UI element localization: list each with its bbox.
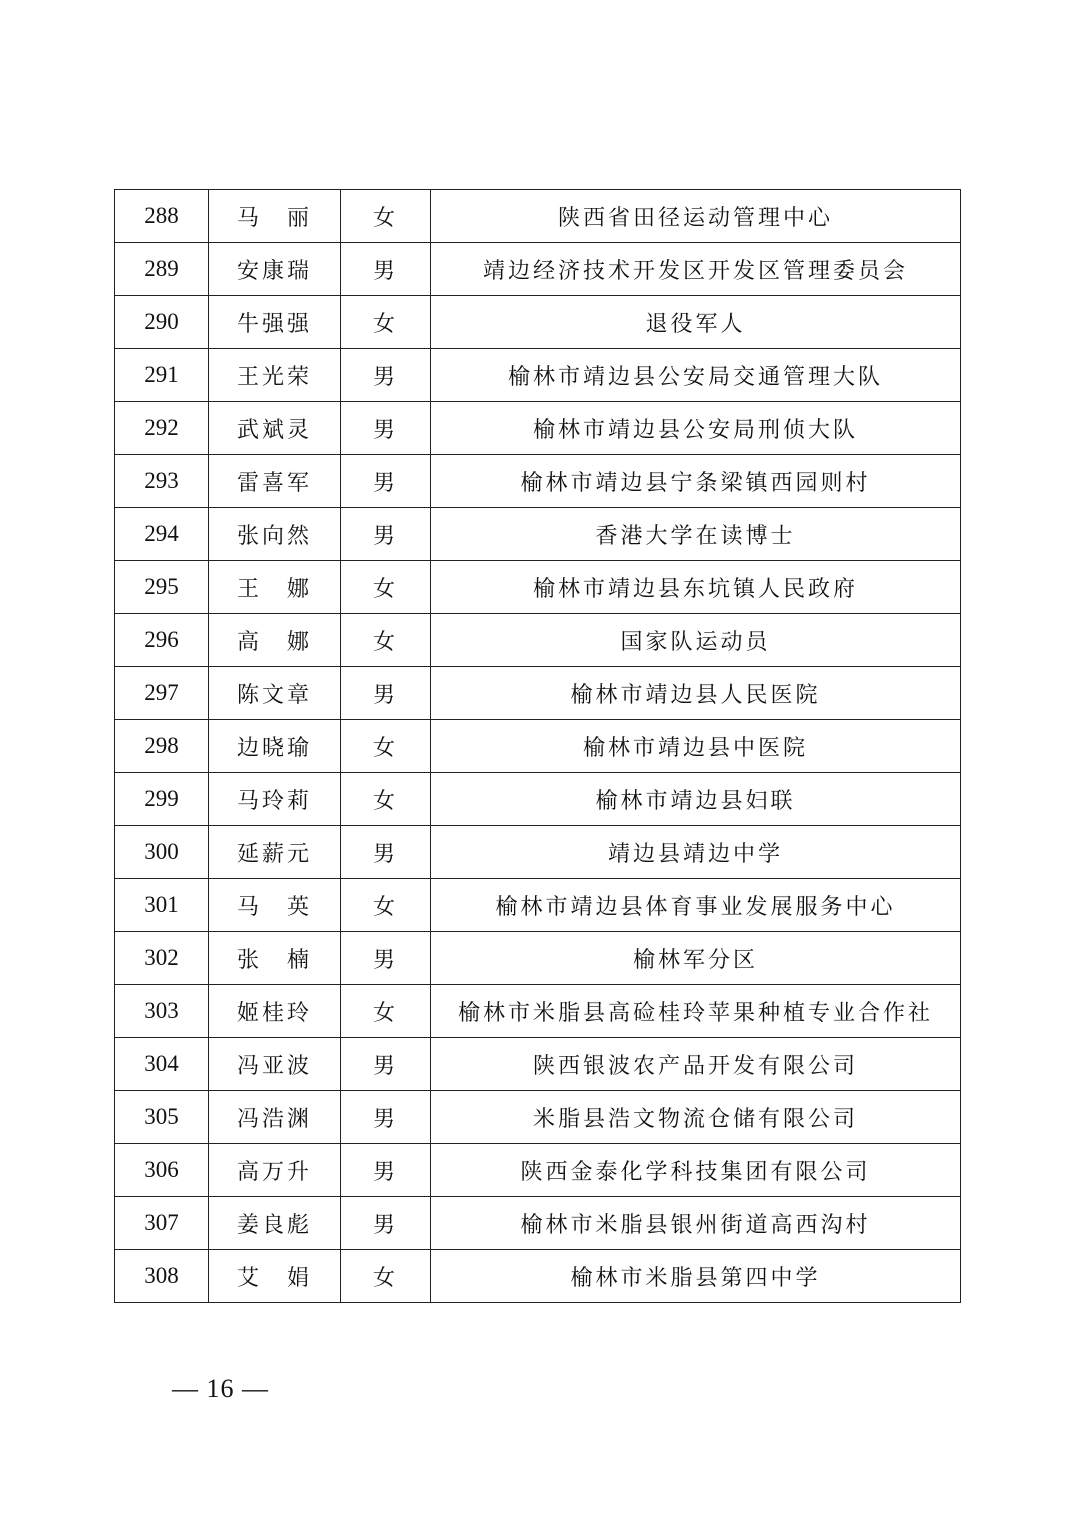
- table-row: [115, 985, 961, 1038]
- row-number: 298: [115, 720, 209, 773]
- person-gender: 女: [341, 773, 431, 826]
- table-row: [115, 1038, 961, 1091]
- person-name: 冯浩渊: [209, 1091, 341, 1144]
- person-name: 张向然: [209, 508, 341, 561]
- person-gender: 男: [341, 932, 431, 985]
- table-row: [115, 773, 961, 826]
- person-gender: 女: [341, 561, 431, 614]
- person-gender: 女: [341, 190, 431, 243]
- person-unit: 陕西银波农产品开发有限公司: [431, 1038, 961, 1091]
- person-name: 牛强强: [209, 296, 341, 349]
- person-name: 马 英: [209, 879, 341, 932]
- person-name: 马玲莉: [209, 773, 341, 826]
- person-unit: 退役军人: [431, 296, 961, 349]
- person-gender: 男: [341, 243, 431, 296]
- person-name: 王 娜: [209, 561, 341, 614]
- person-gender: 男: [341, 1038, 431, 1091]
- row-number: 305: [115, 1091, 209, 1144]
- person-gender: 男: [341, 1144, 431, 1197]
- row-number: 292: [115, 402, 209, 455]
- person-name: 冯亚波: [209, 1038, 341, 1091]
- person-gender: 女: [341, 879, 431, 932]
- person-unit: 榆林市靖边县体育事业发展服务中心: [431, 879, 961, 932]
- person-unit: 陕西金泰化学科技集团有限公司: [431, 1144, 961, 1197]
- person-unit: 米脂县浩文物流仓储有限公司: [431, 1091, 961, 1144]
- person-gender: 男: [341, 667, 431, 720]
- table-row: [115, 243, 961, 296]
- row-number: 308: [115, 1250, 209, 1303]
- person-name: 武斌灵: [209, 402, 341, 455]
- person-name: 边晓瑜: [209, 720, 341, 773]
- table-row: [115, 879, 961, 932]
- person-unit: 榆林市靖边县妇联: [431, 773, 961, 826]
- person-unit: 榆林市靖边县公安局刑侦大队: [431, 402, 961, 455]
- person-name: 安康瑞: [209, 243, 341, 296]
- person-name: 张 楠: [209, 932, 341, 985]
- person-unit: 榆林市靖边县公安局交通管理大队: [431, 349, 961, 402]
- person-gender: 男: [341, 826, 431, 879]
- person-unit: 香港大学在读博士: [431, 508, 961, 561]
- row-number: 302: [115, 932, 209, 985]
- person-gender: 女: [341, 296, 431, 349]
- person-gender: 男: [341, 1197, 431, 1250]
- table-row: [115, 296, 961, 349]
- roster-table: [114, 189, 961, 1303]
- person-gender: 女: [341, 614, 431, 667]
- person-unit: 靖边县靖边中学: [431, 826, 961, 879]
- row-number: 303: [115, 985, 209, 1038]
- table-row: [115, 402, 961, 455]
- table-row: [115, 1197, 961, 1250]
- page-number: — 16 —: [172, 1374, 269, 1403]
- row-number: 288: [115, 190, 209, 243]
- row-number: 295: [115, 561, 209, 614]
- person-unit: 榆林市靖边县人民医院: [431, 667, 961, 720]
- person-unit: 陕西省田径运动管理中心: [431, 190, 961, 243]
- person-gender: 女: [341, 1250, 431, 1303]
- table-row: [115, 1091, 961, 1144]
- table-row: [115, 614, 961, 667]
- table-row: [115, 720, 961, 773]
- row-number: 294: [115, 508, 209, 561]
- table-row: [115, 561, 961, 614]
- person-name: 雷喜军: [209, 455, 341, 508]
- row-number: 296: [115, 614, 209, 667]
- person-unit: 榆林军分区: [431, 932, 961, 985]
- person-name: 艾 娟: [209, 1250, 341, 1303]
- person-gender: 女: [341, 985, 431, 1038]
- person-gender: 男: [341, 1091, 431, 1144]
- table-row: [115, 667, 961, 720]
- table-row: [115, 190, 961, 243]
- table-row: [115, 932, 961, 985]
- person-gender: 男: [341, 455, 431, 508]
- person-unit: 靖边经济技术开发区开发区管理委员会: [431, 243, 961, 296]
- person-name: 高 娜: [209, 614, 341, 667]
- row-number: 291: [115, 349, 209, 402]
- person-unit: 国家队运动员: [431, 614, 961, 667]
- row-number: 300: [115, 826, 209, 879]
- table-row: [115, 508, 961, 561]
- row-number: 290: [115, 296, 209, 349]
- person-unit: 榆林市靖边县东坑镇人民政府: [431, 561, 961, 614]
- row-number: 297: [115, 667, 209, 720]
- person-name: 马 丽: [209, 190, 341, 243]
- table-row: [115, 1144, 961, 1197]
- person-unit: 榆林市米脂县高硷桂玲苹果种植专业合作社: [431, 985, 961, 1038]
- person-name: 高万升: [209, 1144, 341, 1197]
- row-number: 301: [115, 879, 209, 932]
- table-row: [115, 455, 961, 508]
- row-number: 289: [115, 243, 209, 296]
- person-gender: 男: [341, 349, 431, 402]
- person-gender: 女: [341, 720, 431, 773]
- person-unit: 榆林市靖边县中医院: [431, 720, 961, 773]
- row-number: 307: [115, 1197, 209, 1250]
- row-number: 293: [115, 455, 209, 508]
- roster-table-body: [115, 190, 961, 1303]
- table-row: [115, 826, 961, 879]
- person-name: 陈文章: [209, 667, 341, 720]
- table-row: [115, 1250, 961, 1303]
- person-name: 姜良彪: [209, 1197, 341, 1250]
- person-name: 王光荣: [209, 349, 341, 402]
- person-unit: 榆林市靖边县宁条梁镇西园则村: [431, 455, 961, 508]
- row-number: 299: [115, 773, 209, 826]
- person-unit: 榆林市米脂县银州街道高西沟村: [431, 1197, 961, 1250]
- row-number: 304: [115, 1038, 209, 1091]
- row-number: 306: [115, 1144, 209, 1197]
- person-unit: 榆林市米脂县第四中学: [431, 1250, 961, 1303]
- person-name: 姬桂玲: [209, 985, 341, 1038]
- person-gender: 男: [341, 508, 431, 561]
- person-gender: 男: [341, 402, 431, 455]
- table-row: [115, 349, 961, 402]
- person-name: 延薪元: [209, 826, 341, 879]
